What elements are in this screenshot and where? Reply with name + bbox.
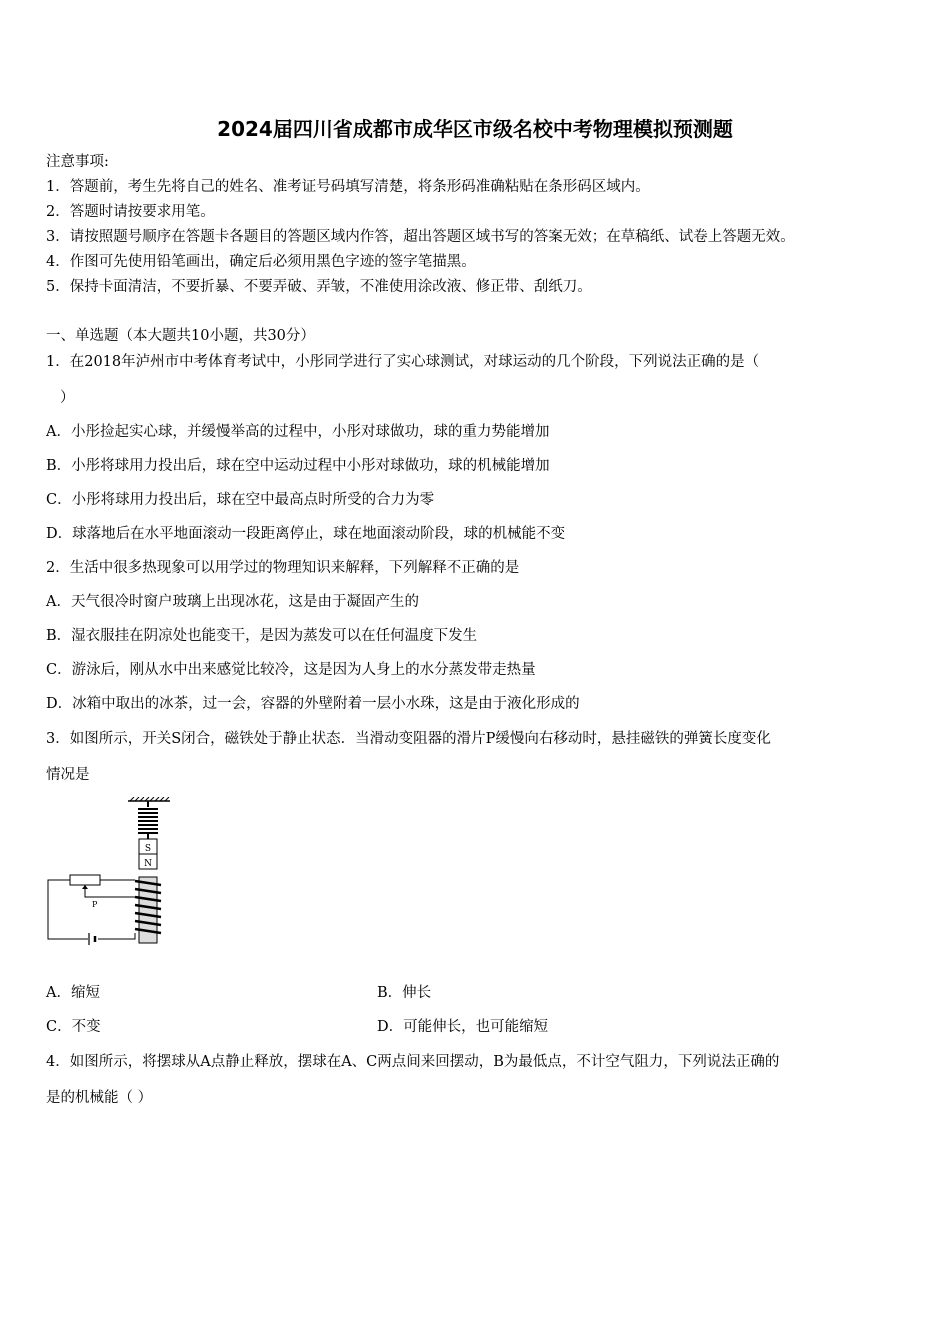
section-heading: 一、单选题（本大题共10小题，共30分）: [46, 328, 315, 344]
question-3-stem: 3．如图所示，开关S闭合，磁铁处于静止状态．当滑动变阻器的滑片P缓慢向右移动时，悬挂磁铁的弹簧长度变化: [46, 731, 771, 747]
question-1-stem: 1．在2018年泸州市中考体育考试中，小彤同学进行了实心球测试，对球运动的几个阶段，下列说法正确的是（: [46, 354, 760, 370]
question-2-option-c: C．游泳后，刚从水中出来感觉比较冷，这是因为人身上的水分蒸发带走热量: [46, 662, 536, 678]
notice-item: 3．请按照题号顺序在答题卡各题目的答题区域内作答，超出答题区域书写的答案无效；在草稿纸、试卷上答题无效。: [46, 229, 795, 245]
notice-item: 1．答题前，考生先将自己的姓名、准考证号码填写清楚，将条形码准确粘贴在条形码区域内。: [46, 179, 650, 195]
spring: [138, 801, 158, 839]
question-2-option-a: A．天气很冷时窗户玻璃上出现冰花，这是由于凝固产生的: [46, 594, 419, 610]
question-1-option-d: D．球落地后在水平地面滚动一段距离停止，球在地面滚动阶段，球的机械能不变: [46, 526, 566, 542]
question-3-option-b: B．伸长: [377, 985, 432, 1001]
question-4-stem-cont: 是的机械能（ ）: [46, 1090, 153, 1106]
question-3-option-d: D．可能伸长，也可能缩短: [377, 1019, 549, 1035]
question-2-stem: 2．生活中很多热现象可以用学过的物理知识来解释，下列解释不正确的是: [46, 560, 520, 576]
question-2-option-d: D．冰箱中取出的冰茶，过一会，容器的外壁附着一层小水珠，这是由于液化形成的: [46, 696, 580, 712]
question-3-option-c: C．不变: [46, 1019, 101, 1035]
notice-item: 2．答题时请按要求用笔。: [46, 204, 215, 220]
rheostat: [70, 875, 100, 885]
notice-item: 4．作图可先使用铅笔画出，确定后必须用黑色字迹的签字笔描黑。: [46, 254, 476, 270]
notice-item: 5．保持卡面清洁，不要折暴、不要弄破、弄皱，不准使用涂改液、修正带、刮纸刀。: [46, 279, 592, 295]
question-4-stem: 4．如图所示，将摆球从A点静止释放，摆球在A、C两点间来回摆动，B为最低点，不计空气阻力，下列说法正确的: [46, 1054, 780, 1070]
circuit-figure: [44, 797, 174, 949]
question-3-option-a: A．缩短: [46, 985, 100, 1001]
question-3-stem-cont: 情况是: [46, 767, 90, 783]
slider-label-p: P: [92, 900, 98, 909]
page-title: 2024届四川省成都市成华区市级名校中考物理模拟预测题: [217, 117, 733, 141]
notice-heading: 注意事项:: [46, 154, 109, 170]
magnet-label-n: N: [144, 859, 152, 869]
question-1-stem-cont: ）: [60, 390, 75, 406]
question-1-option-a: A．小彤捡起实心球，并缓慢举高的过程中，小彤对球做功，球的重力势能增加: [46, 424, 550, 440]
rheostat-slider: [82, 885, 88, 889]
magnet-label-s: S: [144, 844, 152, 854]
question-2-option-b: B．湿衣服挂在阴凉处也能变干，是因为蒸发可以在任何温度下发生: [46, 628, 478, 644]
question-1-option-b: B．小彤将球用力投出后，球在空中运动过程中小彤对球做功，球的机械能增加: [46, 458, 550, 474]
question-1-option-c: C．小彤将球用力投出后，球在空中最高点时所受的合力为零: [46, 492, 435, 508]
